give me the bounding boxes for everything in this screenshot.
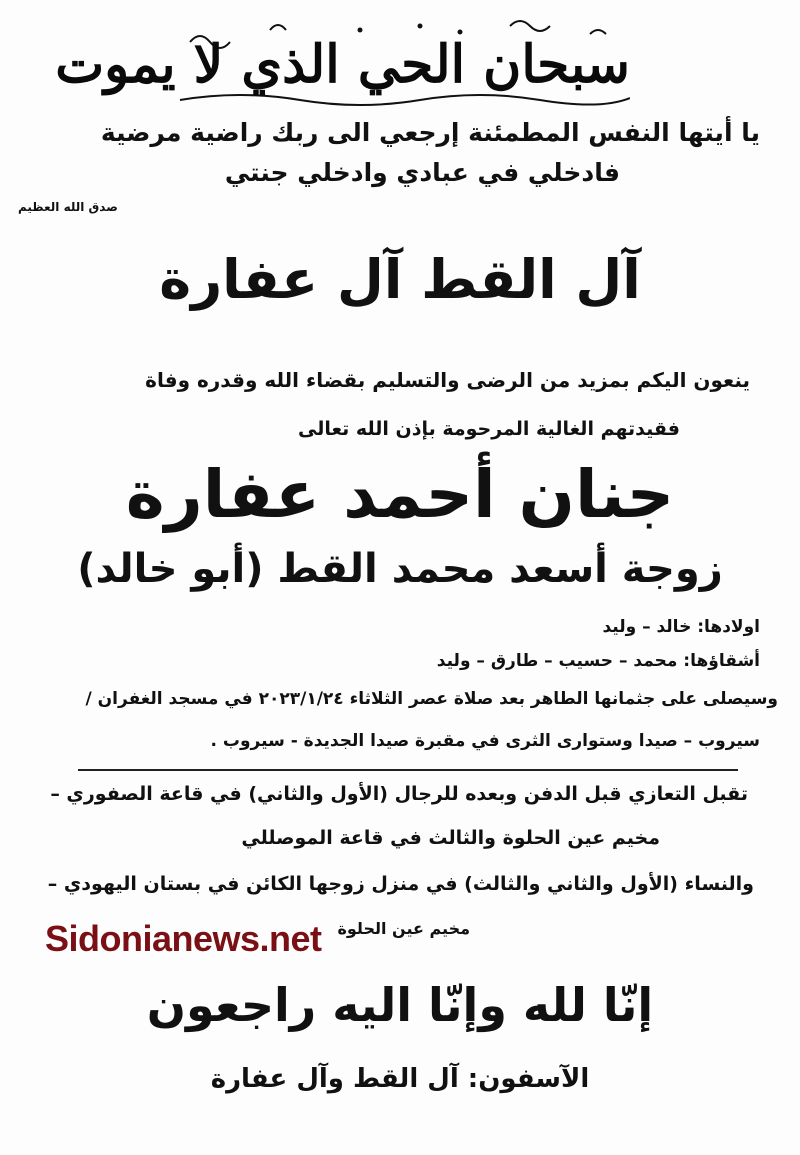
- funeral-line-1: وسيصلى على جثمانها الطاهر بعد صلاة عصر الثلاثاء ٢٠٢٣/١/٢٤ في مسجد الغفران /: [85, 689, 778, 709]
- condolences-line-4: مخيم عين الحلوة: [337, 919, 470, 938]
- deceased-name: جنان أحمد عفارة: [125, 456, 675, 533]
- site-watermark: Sidonianews.net: [45, 918, 322, 959]
- inna-lillah-text: إنّا لله وإنّا اليه راجعون: [146, 978, 654, 1032]
- condolences-line-1: تقبل التعازي قبل الدفن وبعده للرجال (الأول والثاني) في قاعة الصفوري –: [50, 783, 748, 805]
- calligraphy-text: سبحان الحي الذي لا يموت: [55, 34, 630, 95]
- families-title: آل القط آل عفارة: [159, 248, 641, 311]
- siblings-line: أشقاؤها: محمد – حسيب – طارق – وليد: [436, 651, 760, 671]
- announcement-text: ينعون اليكم بمزيد من الرضى والتسليم بقضاء الله وقدره وفاة: [145, 368, 750, 392]
- calligraphy-header: [55, 12, 630, 112]
- husband-line: زوجة أسعد محمد القط (أبو خالد): [77, 546, 723, 592]
- condolences-line-2: مخيم عين الحلوة والثالث في قاعة الموصللي: [241, 827, 660, 849]
- children-line: اولادها: خالد – وليد: [602, 617, 760, 637]
- funeral-line-2: سيروب – صيدا وستوارى الثرى في مقبرة صيدا الجديدة - سيروب .: [210, 731, 760, 751]
- quran-verse-line-2: فادخلي في عبادي وادخلي جنتي: [224, 158, 620, 187]
- quran-verse-line-1: يا أيتها النفس المطمئنة إرجعي الى ربك راضية مرضية: [100, 118, 760, 147]
- section-divider: [78, 769, 738, 771]
- sadaq-allah-text: صدق الله العظيم: [18, 200, 118, 214]
- deceased-intro-text: فقيدتهم الغالية المرحومة بإذن الله تعالى: [297, 418, 680, 440]
- mourners-line: الآسفون: آل القط وآل عفارة: [210, 1064, 590, 1094]
- condolences-line-3: والنساء (الأول والثاني والثالث) في منزل زوجها الكائن في بستان اليهودي –: [47, 873, 754, 895]
